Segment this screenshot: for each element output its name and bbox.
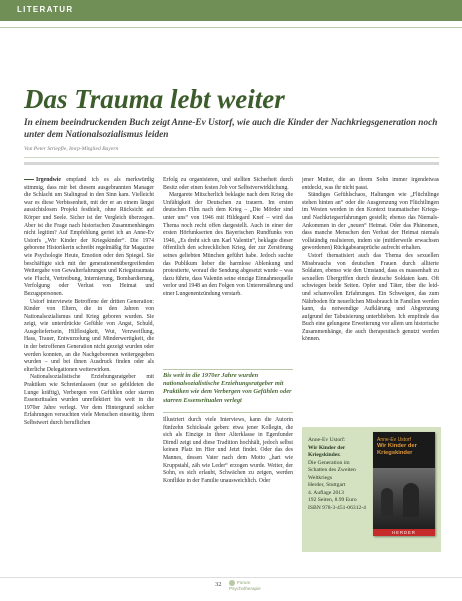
pullquote-top-rule <box>163 369 293 370</box>
text-column-1 <box>24 177 154 428</box>
footer-divider <box>0 577 462 578</box>
logo-line-2: Psychotherapie <box>229 586 261 591</box>
article-title: Das Trauma lebt weiter <box>24 84 285 114</box>
section-label: LITERATUR <box>17 5 74 14</box>
header-divider <box>0 27 462 28</box>
section-bar <box>0 0 462 21</box>
book-details <box>308 437 366 512</box>
title-divider-thin <box>24 157 439 158</box>
paragraph: Ustorf thematisiert auch das Thema des sexuellen Missbrauchs von deutschen Frauen durch alliierte Soldaten, ebenso wie den Umstand, dass es massenhaft zu sexuellen Übergriffen durch deutsche Soldaten kam. Oft schwiegen beide Seiten. Opfer und Täter, über die leid- und schamvollen Erfahrungen. Ein Schweigen, das zum Nährboden für neuerlichen Missbrauch in Familien werden kann, da notwendige Aufklärung und Abgrenzung aufgrund der Tabuisierung unterblieben. Ich empfinde das Buch eine gelungene Erweiterung vor allem um historische Zusammenhänge, die auch therapeutisch genutzt werden können. <box>302 252 439 343</box>
book-pages-price: 192 Seiten, 8.99 Euro <box>308 497 357 503</box>
paragraph-text: empfand ich es als merkwürdig stimmig, dass mir bei diesem ausgebrannten Manager die Schlacht um Stalingrad in den Sinn kam. Vielleicht war es diese Verbissenheit, mit der er an einem längst aussichtslosen Projekt festhielt, ohne Rücksicht auf Körper und Seele. Sicher ist der Vergleich überzogen. Aber ist die Frage nach historischen Zusammenhängen nicht legitim? Auf Empfehlung geriet ich an Anne-Ev Ustorfs „Wir Kinder der Kriegskinder“. Die 1974 geborene Historikerin schreibt regelmäßig für Magazine wie Psychologie Heute, Emotion oder den Spiegel. Sie beschäftigte sich mit der generationenübergreifenden Weitergabe von Gewalterfahrungen und Kriegstraumata wie Flucht, Vertreibung, Internierung, Bombardierung, Verfolgung oder Verlust von Heimat und Bezugspersonen. <box>24 177 154 297</box>
pull-quote: Bis weit in die 1970er Jahre wurden nationalsozialistische Erziehungsratgeber mit Praktiken wie dem Verbergen von Gefühlen oder starren Essensritualen verlegt <box>163 372 292 404</box>
pullquote-bottom-rule <box>163 412 293 413</box>
logo-line-1: Forum <box>237 580 251 586</box>
book-publisher: Herder, Stuttgart <box>308 482 346 488</box>
text-column-2 <box>163 177 293 299</box>
page-number: 32 <box>215 581 222 588</box>
paragraph: Margarete Mitscherlich beklagte nach dem Krieg die Unfähigkeit der Deutschen zu trauern. Im ersten deutschen Film nach dem Krieg – „Die Mörder sind unter uns“ von 1946 mit Hildegard Knef – wird das Thema noch recht offen dargestellt. Auch in einer der ersten Hörfunkserien des Bayerischen Rundfunks von 1946, „Es dreht sich um Karl Valentin“, beklagte dieser öffentlich den schrecklichen Krieg, der zur Zerstörung seines geliebten München geführt habe. Jedoch suchte das Publikum lieber die harmlose Ablenkung und protestierte, worauf die Sendung abgesetzt wurde – was dazu führte, dass Valentin seine einzige Einnahmequelle verlor und 1948 an den Folgen von Unterernährung und einer Lungenentzündung verstarb. <box>163 192 293 297</box>
paragraph <box>24 177 154 299</box>
cover-author: Anne-Ev Ustorf <box>377 437 411 443</box>
book-title: Wir Kinder der Kriegskinder. <box>308 444 346 458</box>
footer-logo <box>229 580 261 591</box>
paragraph: Ustorf interviewte Betroffene der dritten Generation: Kinder von Eltern, die in den Jahren von Nationalsozialismus und Krieg geboren wurden. Sie zeigt, wie unterdrückte Gefühle von Angst, Schuld, Ausgeliefertsein, Hilflosigkeit, Wut, Verzweiflung, Hass, Trauer, Entwurzelung und Minderwertigkeit, die in der betroffenen Generation nicht gezeigt wurden oder werden konnten, an die Nachgeborenen weitergegeben wurden – und bei ihnen Ausdruck finden oder als elterliche Delegationen weiterwirken. <box>24 298 154 373</box>
paragraph: Nationalsozialistische Erziehungsratgeber mit Praktiken wie Schreienlassen (nur so gebildeten die Lunge kräftig), Verbergen von Gefühlen oder starren Essensritualen wurden unreflektiert bis weit in die 1970er Jahre verlegt. Vor dem Hintergrund solcher Erfahrungen versuchten viele Menschen einseitig, ihren Selbstwert durch beruflichen <box>24 374 154 426</box>
text-column-2-continued <box>163 417 293 485</box>
lead-marker <box>24 179 34 180</box>
book-info-box <box>302 427 441 552</box>
book-isbn: ISBN 978-3-451-06312-4 <box>308 504 366 511</box>
paragraph: Erfolg zu organisieren, und stellten Sicherheit durch Besitz oder einen festen Job vor Selbstverwirklichung. <box>163 177 293 191</box>
lead-word: Irgendwie <box>36 177 61 183</box>
text-column-3 <box>302 177 439 344</box>
book-cover-image <box>373 432 435 536</box>
cover-photo <box>373 468 435 530</box>
paragraph: Illustriert durch viele Interviews, kann die Autorin fünfzehn Schicksale geben: etwa jener Kollegin, die sich als Einzige in ihrer Alterklasse in Egenfunder Dirndl zeigt und diese Tradition hochhält, jedoch selbst keinen Platz im Hier und Jetzt findet. Oder das des Mannes, dessen Vater nach dem Motto „hart wie Kruppstahl, zäh wie Leder“ erzogen wurde. Weiter, der Sohn, es sich erlaubt, Schwächen zu zeigen, werden Konflikte in der Familie unausweichlich. Oder <box>163 417 293 484</box>
paragraph: Ständiges Gefühlschaos, Haltungen wie „Flüchtlinge stehen hinten an“ oder die Ausgrenzung von Flüchtlingen im Westen werden in den Kontext traumatischer Kriegs- und Nachkriegserfahrungen gestellt; ebenso das Niemals-Ankommen in der „neuen“ Heimat. Oder das Phänomen, dass manche Menschen den Verlust der Heimat niemals vollständig realisieren, indem sie (mittlerweile erwachsen gewordenen) Rückgabeansprüche aufrecht erhalten. <box>302 192 439 252</box>
cover-title: Wir Kinder der Kriegskinder <box>377 443 417 456</box>
article-byline: Von Peter Striepfle, Imrp-Mitglied Bayern <box>24 146 119 152</box>
cover-publisher: HERDER <box>373 529 435 536</box>
article-subtitle: In einem beeindruckenden Buch zeigt Anne-Ev Ustorf, wie auch die Kinder der Nachkriegsgeneration noch unter dem Nationalsozialismus leiden <box>24 118 438 140</box>
title-divider <box>24 162 439 165</box>
book-author: Anne-Ev Ustorf: <box>308 437 346 443</box>
paragraph: jener Mutter, die an ihrem Sohn immer irgendetwas entdeckt, was ihr nicht passt. <box>302 177 439 191</box>
book-description: Die Generation im Schatten des Zweiten Weltkriegs <box>308 459 356 481</box>
book-edition: 4. Auflage 2013 <box>308 489 344 496</box>
